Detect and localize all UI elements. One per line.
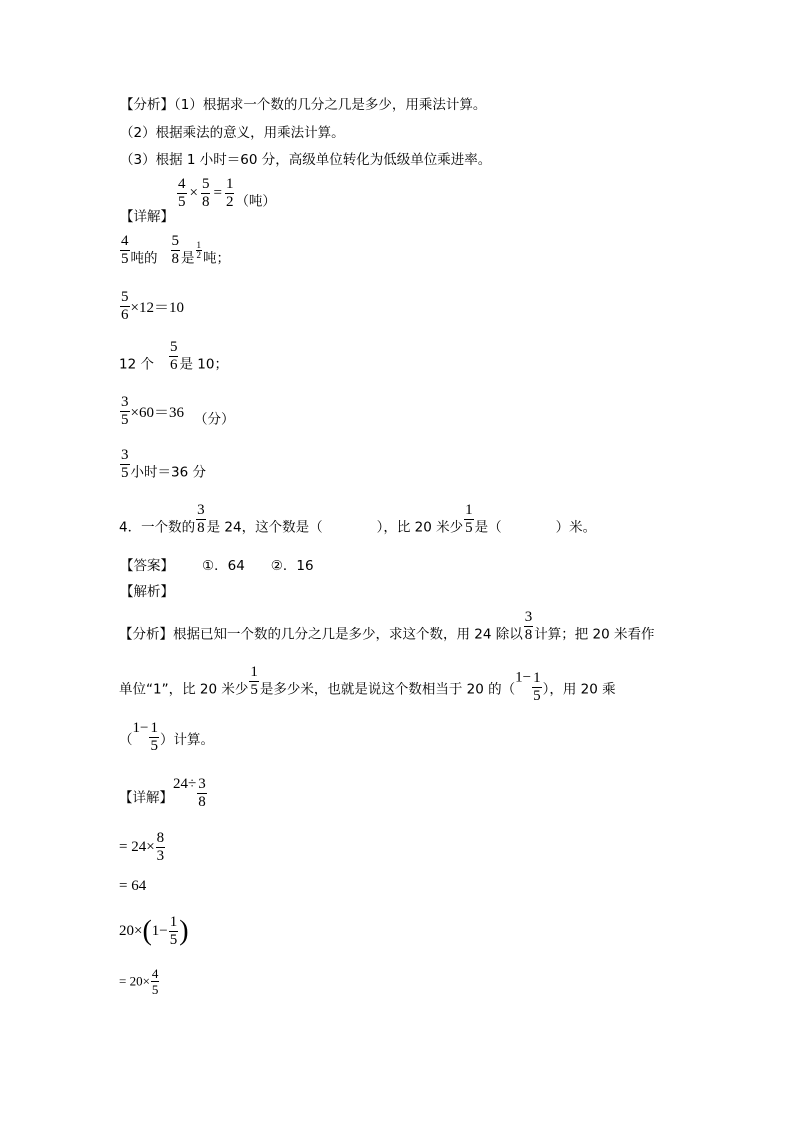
equation-1: $\frac{4}{5}$ × $\frac{5}{8}$ = $\frac{1}{2}$ （吨） — [178, 176, 276, 210]
analysis-label: 【分析】 — [120, 97, 174, 113]
result-line-2: 12 个 $\frac{5}{6}$ 是 10； — [119, 339, 228, 373]
fraction: $\frac{5}{6}$ — [121, 289, 129, 323]
analysis-line-2: （2）根据乘法的意义，用乘法计算。 — [120, 125, 345, 141]
unit: （吨） — [235, 193, 276, 210]
fraction: $\frac{5}{6}$ — [169, 339, 178, 373]
equation-3: $\frac{3}{5}$ ×60＝36 （分） — [121, 394, 235, 428]
answer-2: ②．16 — [270, 558, 314, 574]
detail-q4-step-2: = 24× $\frac{8}{3}$ — [119, 830, 165, 864]
paren-close: ) — [179, 915, 189, 947]
fraction: $\frac{1}{5}$ — [533, 669, 541, 704]
result-line-1: $\frac{4}{5}$ 吨的 $\frac{5}{8}$ 是 $\frac{1}{2}$ 吨； — [121, 233, 230, 267]
answer-1: ①．64 — [202, 558, 245, 574]
fraction: $\frac{1}{5}$ — [465, 502, 473, 536]
detail-q4-step-5: = 20× $\frac{4}{5}$ — [119, 966, 159, 997]
analysis-q4-line-1: 【分析】根据已知一个数的几分之几是多少，求这个数，用 24 除以 $\frac{3}{8}$ 计算；把 20 米看作 — [119, 609, 655, 643]
fraction: $\frac{4}{5}$ — [121, 233, 129, 267]
analysis-q4-line-2: 单位“1”，比 20 米少 $\frac{1}{5}$ 是多少米，也就是说这个数相当于 20 的（1− $\frac{1}{5}$ ），用 20 乘 — [119, 664, 616, 704]
fraction: $\frac{4}{5}$ — [151, 966, 159, 997]
fraction: $\frac{3}{5}$ — [121, 394, 129, 428]
analysis-line-3: （3）根据 1 小时＝60 分，高级单位转化为低级单位乘进率。 — [120, 152, 492, 168]
explain-label: 【解析】 — [120, 584, 174, 600]
fraction: $\frac{1}{2}$ — [225, 176, 234, 210]
detail-q4-step-3: = 64 — [119, 878, 147, 894]
fraction: $\frac{3}{5}$ — [121, 447, 129, 481]
detail-q4: 【详解】24÷ $\frac{3}{8}$ — [119, 776, 206, 810]
detail-q4-step-4: 20×(1− $\frac{1}{5}$ ) — [119, 914, 189, 948]
fraction: $\frac{1}{5}$ — [150, 720, 158, 754]
fraction: $\frac{1}{5}$ — [250, 664, 258, 698]
fraction: $\frac{3}{8}$ — [198, 776, 206, 810]
fraction: $\frac{5}{8}$ — [201, 176, 210, 210]
detail-label-1: 【详解】 — [120, 209, 174, 225]
fraction: $\frac{1}{2}$ — [196, 240, 201, 260]
analysis-text-1: （1）根据求一个数的几分之几是多少，用乘法计算。 — [174, 97, 487, 113]
fraction: $\frac{1}{5}$ — [169, 914, 178, 948]
question-4: 4．一个数的 $\frac{3}{8}$ 是 24，这个数是（ ），比 20 米少 $\frac{1}{5}$ 是（ ）米。 — [119, 502, 597, 536]
fraction: $\frac{5}{8}$ — [171, 233, 179, 267]
analysis-q4-line-3: （1− $\frac{1}{5}$ ）计算。 — [119, 720, 214, 754]
result-line-3: $\frac{3}{5}$ 小时＝36 分 — [121, 447, 206, 481]
fraction: $\frac{4}{5}$ — [178, 176, 186, 210]
answer-line — [120, 556, 314, 576]
analysis-line-1 — [120, 95, 486, 115]
paren-open: ( — [142, 915, 152, 947]
fraction: $\frac{3}{8}$ — [197, 502, 205, 536]
fraction: $\frac{3}{8}$ — [524, 609, 533, 643]
answer-label: 【答案】 — [120, 558, 174, 574]
equation-2: $\frac{5}{6}$ ×12＝10 — [121, 289, 184, 323]
fraction: $\frac{8}{3}$ — [156, 830, 165, 864]
